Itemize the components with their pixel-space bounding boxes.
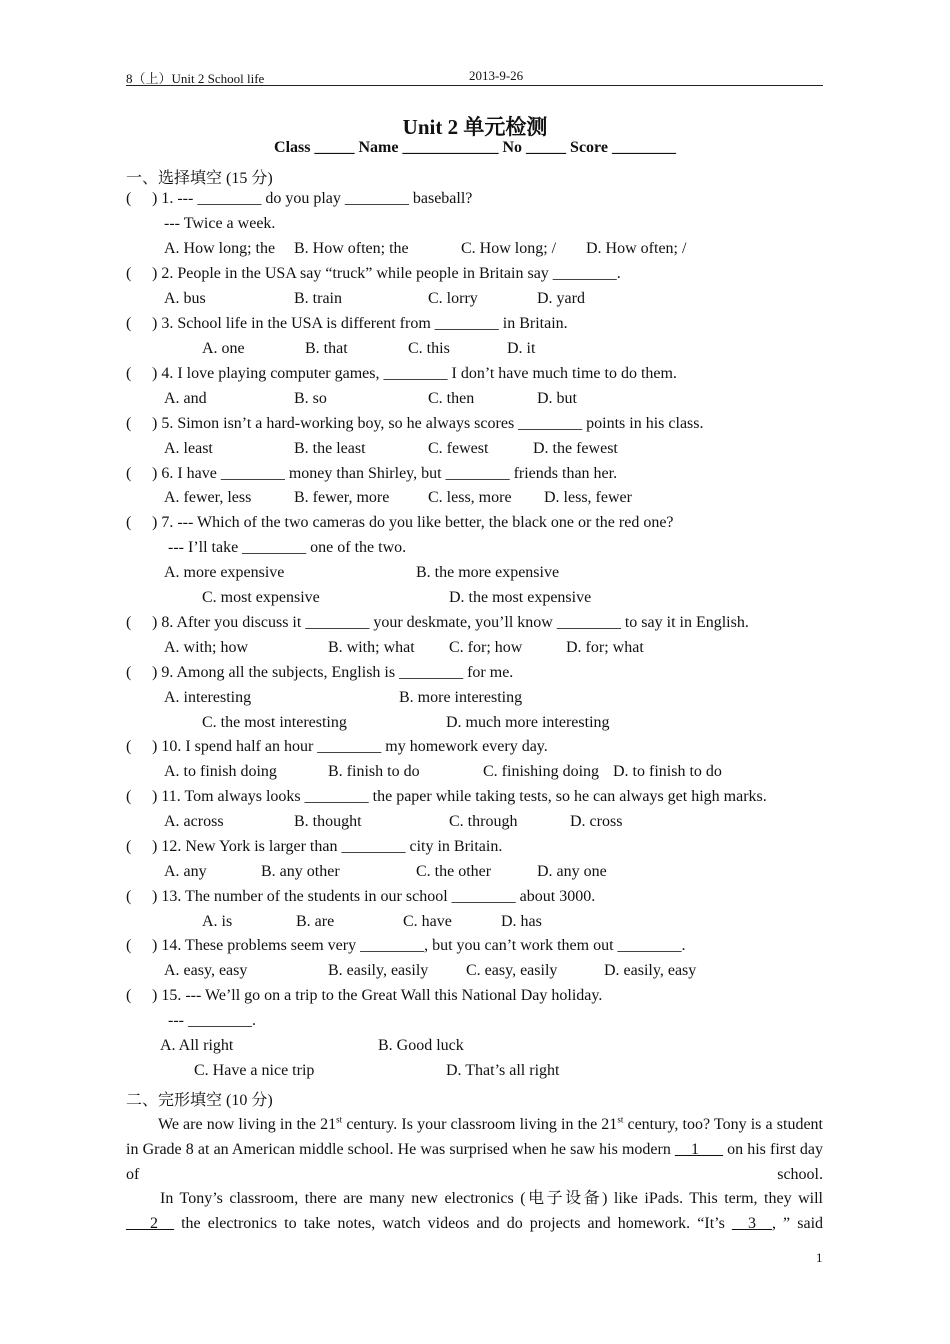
option: C. have	[403, 913, 452, 930]
answer-paren[interactable]: (	[126, 190, 132, 207]
option: C. How long; /	[461, 240, 557, 257]
question-stem: ) 14. These problems seem very ________, but you can’t work them out ________.	[152, 937, 686, 954]
option: B. finish to do	[328, 763, 420, 780]
question-stem: ) 9. Among all the subjects, English is ________ for me.	[152, 664, 514, 681]
cloze-paragraph-2: In Tony’s classroom, there are many new electronics (电子设备) like iPads. This term, they will ___2__ the electronics to take notes, watch videos and do projects and homework. “It’s __3__, ” said	[126, 1190, 824, 1232]
option: B. that	[305, 340, 348, 357]
option: B. thought	[294, 813, 362, 830]
option: A. easy, easy	[164, 962, 248, 979]
option: D. the most expensive	[449, 589, 592, 606]
option: B. are	[296, 913, 335, 930]
option: D. it	[507, 340, 536, 357]
option: C. through	[449, 813, 518, 830]
option: B. fewer, more	[294, 489, 390, 506]
option: D. yard	[537, 290, 585, 307]
option: D. to finish to do	[613, 763, 722, 780]
answer-paren[interactable]: (	[126, 265, 132, 282]
header-date: 2013-9-26	[469, 68, 524, 83]
option: A. bus	[164, 290, 206, 307]
section1-heading: 一、选择填空 (15 分)	[126, 170, 273, 187]
option: B. train	[294, 290, 342, 307]
option: B. more interesting	[399, 689, 523, 706]
answer-paren[interactable]: (	[126, 614, 132, 631]
question-stem: ) 12. New York is larger than ________ city in Britain.	[152, 838, 503, 855]
option: C. Have a nice trip	[194, 1062, 315, 1079]
option: C. the most interesting	[202, 714, 347, 731]
option: B. any other	[261, 863, 340, 880]
option: A. interesting	[164, 689, 252, 706]
option: A. one	[202, 340, 245, 357]
option: C. most expensive	[202, 589, 320, 606]
option: A. any	[164, 863, 207, 880]
question-dialogue: --- ________.	[168, 1012, 256, 1029]
answer-paren[interactable]: (	[126, 465, 132, 482]
question-stem: ) 10. I spend half an hour ________ my homework every day.	[152, 738, 548, 755]
option: B. with; what	[328, 639, 415, 656]
question-stem: ) 15. --- We’ll go on a trip to the Great Wall this National Day holiday.	[152, 987, 603, 1004]
question-stem: ) 6. I have ________ money than Shirley, but ________ friends than her.	[152, 465, 618, 482]
option: C. the other	[416, 863, 492, 880]
answer-paren[interactable]: (	[126, 415, 132, 432]
question-stem: ) 7. --- Which of the two cameras do you like better, the black one or the red one?	[152, 514, 674, 531]
answer-paren[interactable]: (	[126, 987, 132, 1004]
option: B. the more expensive	[416, 564, 560, 581]
question-stem: ) 5. Simon isn’t a hard-working boy, so he always scores ________ points in his class.	[152, 415, 704, 432]
cloze-blank-2[interactable]: ___2__	[126, 1215, 174, 1232]
option: C. finishing doing	[483, 763, 600, 780]
option: A. is	[202, 913, 233, 930]
cloze-blank-1[interactable]: __1___	[674, 1141, 723, 1158]
option: D. for; what	[566, 639, 644, 656]
question-stem: ) 11. Tom always looks ________ the paper while taking tests, so he can always get high marks.	[152, 788, 767, 805]
option: C. then	[428, 390, 475, 407]
cloze-paragraph-1: We are now living in the 21st century. Is your classroom living in the 21st century, too? Tony is a student in Grade 8 at an American middle school. He was surprised when he saw his modern __1___ on his first day of school.	[126, 1114, 824, 1183]
option: D. That’s all right	[446, 1062, 560, 1079]
question-stem: ) 4. I love playing computer games, ________ I don’t have much time to do them.	[152, 365, 677, 382]
option: A. fewer, less	[164, 489, 252, 506]
question-stem: ) 8. After you discuss it ________ your deskmate, you’ll know ________ to say it in English.	[152, 614, 749, 631]
answer-paren[interactable]: (	[126, 838, 132, 855]
option: C. less, more	[428, 489, 512, 506]
option: D. any one	[537, 863, 607, 880]
option: D. much more interesting	[446, 714, 610, 731]
option: D. easily, easy	[604, 962, 697, 979]
option: D. has	[501, 913, 542, 930]
option: A. across	[164, 813, 224, 830]
option: D. but	[537, 390, 577, 407]
question-dialogue: --- Twice a week.	[164, 215, 276, 232]
student-info-line: Class _____ Name ____________ No _____ Score ________	[274, 139, 676, 156]
option: C. this	[408, 340, 450, 357]
option: D. How often; /	[586, 240, 687, 257]
option: A. How long; the	[164, 240, 276, 257]
option: A. more expensive	[164, 564, 285, 581]
question-stem: ) 13. The number of the students in our school ________ about 3000.	[152, 888, 596, 905]
option: C. lorry	[428, 290, 478, 307]
answer-paren[interactable]: (	[126, 888, 132, 905]
question-stem: ) 2. People in the USA say “truck” while people in Britain say ________.	[152, 265, 621, 282]
option: A. least	[164, 440, 213, 457]
option: A. with; how	[164, 639, 248, 656]
option: A. to finish doing	[164, 763, 277, 780]
option: D. less, fewer	[544, 489, 632, 506]
answer-paren[interactable]: (	[126, 664, 132, 681]
header-title: 8（上）Unit 2 School life	[126, 71, 265, 86]
option: B. so	[294, 390, 327, 407]
option: C. for; how	[449, 639, 523, 656]
option: D. cross	[570, 813, 623, 830]
answer-paren[interactable]: (	[126, 788, 132, 805]
option: C. easy, easily	[466, 962, 558, 979]
page-number: 1	[816, 1250, 823, 1265]
question-stem: ) 3. School life in the USA is different from ________ in Britain.	[152, 315, 568, 332]
answer-paren[interactable]: (	[126, 514, 132, 531]
option: B. the least	[294, 440, 366, 457]
cloze-blank-3[interactable]: __3__	[731, 1215, 772, 1232]
answer-paren[interactable]: (	[126, 937, 132, 954]
option: C. fewest	[428, 440, 489, 457]
option: B. easily, easily	[328, 962, 429, 979]
question-dialogue: --- I’ll take ________ one of the two.	[168, 539, 407, 556]
option: A. All right	[160, 1037, 234, 1054]
header-divider	[126, 85, 823, 86]
answer-paren[interactable]: (	[126, 315, 132, 332]
option: B. How often; the	[294, 240, 409, 257]
answer-paren[interactable]: (	[126, 365, 132, 382]
page-title: Unit 2 单元检测	[402, 115, 548, 139]
answer-paren[interactable]: (	[126, 738, 132, 755]
section2-heading: 二、完形填空 (10 分)	[126, 1092, 273, 1109]
option: B. Good luck	[378, 1037, 464, 1054]
option: A. and	[164, 390, 207, 407]
question-stem: ) 1. --- ________ do you play ________ baseball?	[152, 190, 473, 207]
option: D. the fewest	[533, 440, 618, 457]
